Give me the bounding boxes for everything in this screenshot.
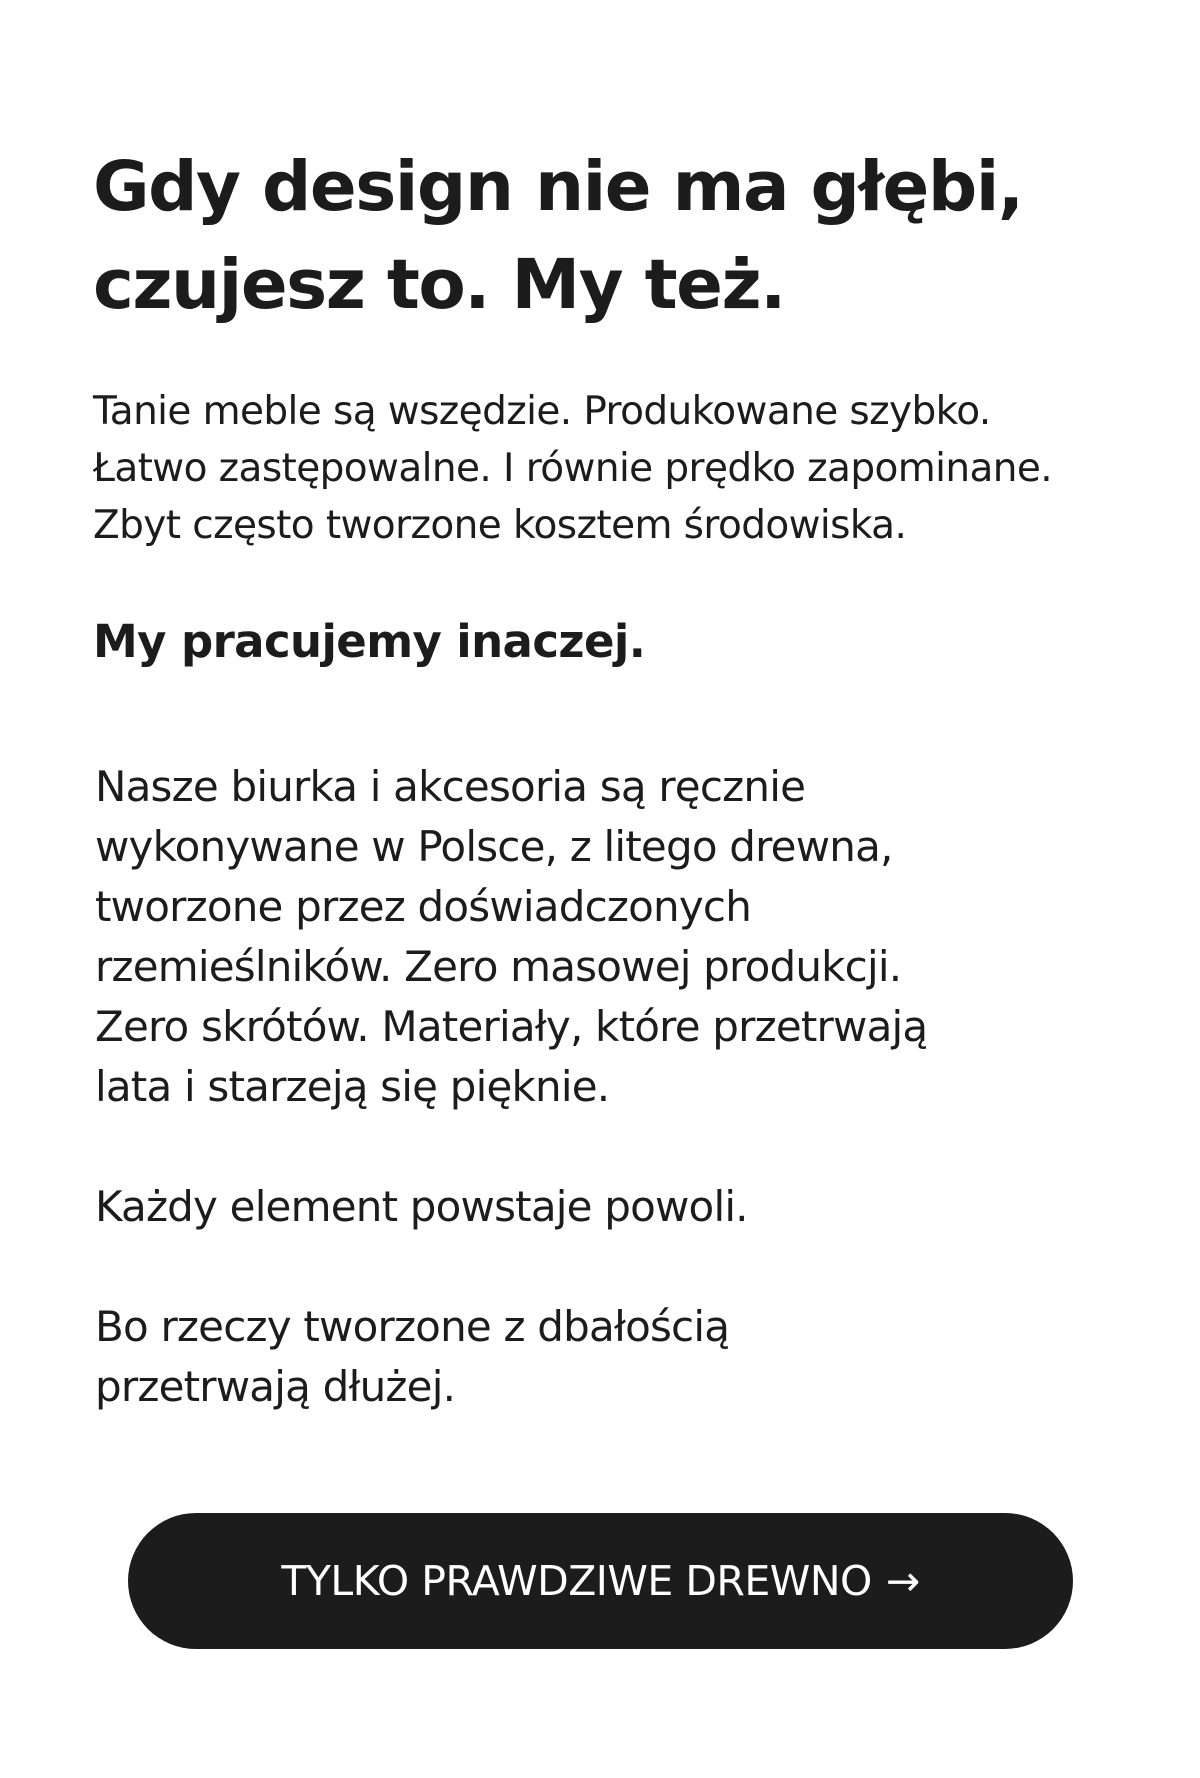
headline-line: Gdy design nie ma głębi,	[93, 147, 1023, 227]
body-line: Każdy element powstaje powoli.	[95, 1182, 748, 1231]
body-paragraph-slow	[95, 1177, 748, 1237]
body-paragraph-care	[95, 1297, 729, 1417]
headline-line: czujesz to. My też.	[93, 245, 785, 325]
intro-line: Łatwo zastępowalne. I równie prędko zapominane.	[93, 446, 1053, 491]
intro-paragraph	[93, 383, 1052, 554]
body-line: lata i starzeją się pięknie.	[95, 1062, 610, 1111]
arrow-right-icon: →	[885, 1557, 920, 1605]
body-line: rzemieślników. Zero masowej produkcji.	[95, 942, 902, 991]
intro-line: Zbyt często tworzone kosztem środowiska.	[93, 503, 907, 548]
body-line: Bo rzeczy tworzone z dbałością	[95, 1302, 730, 1351]
body-line: przetrwają dłużej.	[95, 1362, 456, 1411]
cta-label: TYLKO PRAWDZIWE DREWNO	[281, 1557, 872, 1605]
body-line: tworzone przez doświadczonych	[95, 882, 752, 931]
section-subheading: My pracujemy inaczej.	[93, 615, 646, 668]
body-paragraph-craft	[95, 757, 927, 1117]
real-wood-cta-button[interactable]	[128, 1513, 1073, 1649]
page-headline	[93, 138, 1153, 334]
body-line: wykonywane w Polsce, z litego drewna,	[95, 822, 893, 871]
intro-line: Tanie meble są wszędzie. Produkowane szybko.	[93, 389, 991, 434]
body-line: Nasze biurka i akcesoria są ręcznie	[95, 762, 806, 811]
body-line: Zero skrótów. Materiały, które przetrwają	[95, 1002, 928, 1051]
